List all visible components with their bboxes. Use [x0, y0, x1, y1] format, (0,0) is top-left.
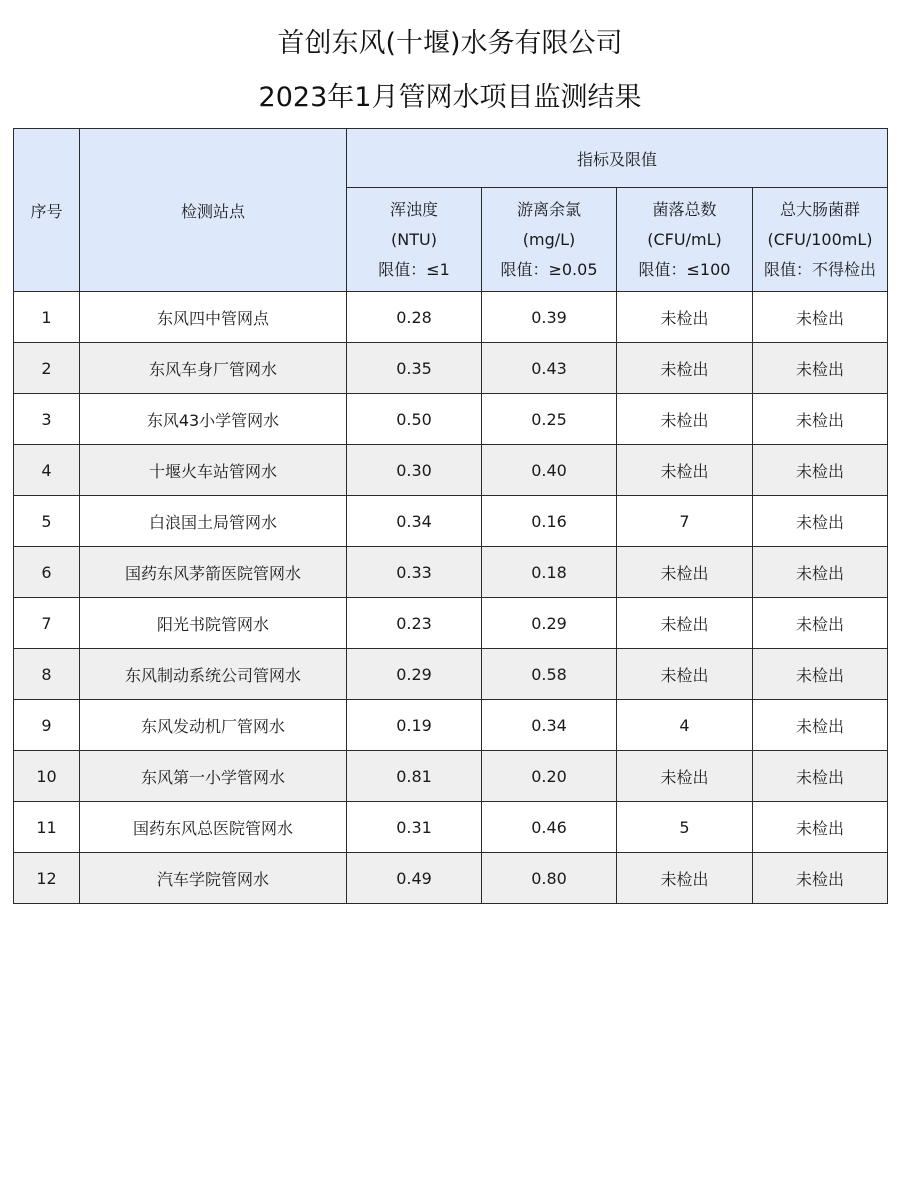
header-turbidity — [347, 188, 482, 292]
cell-coliform: 未检出 — [753, 292, 888, 343]
header-colony-unit: (CFU/mL) — [647, 229, 722, 249]
table-row — [14, 853, 888, 904]
cell-chlorine: 0.46 — [482, 802, 617, 853]
header-chlorine — [482, 188, 617, 292]
cell-colony: 未检出 — [617, 394, 753, 445]
table-row — [14, 496, 888, 547]
table-row — [14, 445, 888, 496]
table-row — [14, 598, 888, 649]
cell-index: 12 — [14, 853, 80, 904]
cell-station: 阳光书院管网水 — [80, 598, 347, 649]
cell-chlorine: 0.20 — [482, 751, 617, 802]
cell-turbidity: 0.31 — [347, 802, 482, 853]
cell-index: 1 — [14, 292, 80, 343]
cell-coliform: 未检出 — [753, 802, 888, 853]
table-row — [14, 343, 888, 394]
cell-turbidity: 0.49 — [347, 853, 482, 904]
cell-turbidity: 0.35 — [347, 343, 482, 394]
cell-chlorine: 0.25 — [482, 394, 617, 445]
cell-coliform: 未检出 — [753, 649, 888, 700]
header-colony — [617, 188, 753, 292]
cell-index: 4 — [14, 445, 80, 496]
cell-turbidity: 0.33 — [347, 547, 482, 598]
cell-index: 10 — [14, 751, 80, 802]
cell-coliform: 未检出 — [753, 394, 888, 445]
cell-turbidity: 0.34 — [347, 496, 482, 547]
cell-colony: 5 — [617, 802, 753, 853]
header-chlorine-name: 游离余氯 — [516, 199, 581, 219]
header-coliform-name: 总大肠菌群 — [780, 199, 861, 219]
cell-chlorine: 0.40 — [482, 445, 617, 496]
cell-index: 7 — [14, 598, 80, 649]
cell-turbidity: 0.28 — [347, 292, 482, 343]
cell-coliform: 未检出 — [753, 343, 888, 394]
cell-coliform: 未检出 — [753, 751, 888, 802]
header-chlorine-unit: (mg/L) — [522, 229, 576, 249]
header-coliform — [753, 188, 888, 292]
cell-coliform: 未检出 — [753, 853, 888, 904]
header-colony-limit: 限值：≤100 — [638, 259, 731, 279]
cell-turbidity: 0.23 — [347, 598, 482, 649]
header-coliform-limit: 限值：不得检出 — [764, 259, 877, 279]
cell-coliform: 未检出 — [753, 598, 888, 649]
cell-chlorine: 0.58 — [482, 649, 617, 700]
header-station: 检测站点 — [80, 129, 347, 292]
cell-coliform: 未检出 — [753, 445, 888, 496]
page-subtitle: 2023年1月管网水项目监测结果 — [258, 82, 642, 113]
cell-index: 5 — [14, 496, 80, 547]
cell-turbidity: 0.29 — [347, 649, 482, 700]
cell-index: 9 — [14, 700, 80, 751]
cell-colony: 4 — [617, 700, 753, 751]
cell-index: 3 — [14, 394, 80, 445]
cell-colony: 未检出 — [617, 343, 753, 394]
cell-chlorine: 0.16 — [482, 496, 617, 547]
cell-chlorine: 0.39 — [482, 292, 617, 343]
table-row — [14, 547, 888, 598]
cell-station: 十堰火车站管网水 — [80, 445, 347, 496]
header-coliform-unit: (CFU/100mL) — [767, 229, 873, 249]
cell-station: 国药东风总医院管网水 — [80, 802, 347, 853]
cell-colony: 未检出 — [617, 292, 753, 343]
table-row — [14, 751, 888, 802]
header-indicator-group: 指标及限值 — [347, 129, 888, 188]
page-title: 首创东风(十堰)水务有限公司 — [277, 28, 623, 59]
header-index: 序号 — [14, 129, 80, 292]
cell-coliform: 未检出 — [753, 547, 888, 598]
cell-colony: 未检出 — [617, 445, 753, 496]
table-row — [14, 700, 888, 751]
cell-chlorine: 0.18 — [482, 547, 617, 598]
header-turbidity-limit: 限值：≤1 — [378, 259, 450, 279]
cell-station: 白浪国土局管网水 — [80, 496, 347, 547]
cell-chlorine: 0.43 — [482, 343, 617, 394]
cell-index: 6 — [14, 547, 80, 598]
cell-colony: 7 — [617, 496, 753, 547]
cell-coliform: 未检出 — [753, 496, 888, 547]
table-row — [14, 649, 888, 700]
cell-station: 国药东风茅箭医院管网水 — [80, 547, 347, 598]
cell-index: 2 — [14, 343, 80, 394]
cell-station: 东风43小学管网水 — [80, 394, 347, 445]
cell-index: 11 — [14, 802, 80, 853]
cell-turbidity: 0.30 — [347, 445, 482, 496]
cell-station: 东风四中管网点 — [80, 292, 347, 343]
table-row — [14, 394, 888, 445]
cell-station: 东风第一小学管网水 — [80, 751, 347, 802]
cell-turbidity: 0.81 — [347, 751, 482, 802]
cell-chlorine: 0.34 — [482, 700, 617, 751]
cell-turbidity: 0.50 — [347, 394, 482, 445]
cell-colony: 未检出 — [617, 547, 753, 598]
cell-index: 8 — [14, 649, 80, 700]
results-table — [13, 128, 888, 904]
cell-colony: 未检出 — [617, 853, 753, 904]
cell-chlorine: 0.29 — [482, 598, 617, 649]
cell-coliform: 未检出 — [753, 700, 888, 751]
cell-colony: 未检出 — [617, 751, 753, 802]
table-row — [14, 292, 888, 343]
cell-station: 东风制动系统公司管网水 — [80, 649, 347, 700]
header-turbidity-unit: (NTU) — [391, 229, 437, 249]
cell-colony: 未检出 — [617, 649, 753, 700]
cell-station: 汽车学院管网水 — [80, 853, 347, 904]
cell-colony: 未检出 — [617, 598, 753, 649]
header-colony-name: 菌落总数 — [652, 199, 717, 219]
table-row — [14, 802, 888, 853]
header-chlorine-limit: 限值：≥0.05 — [500, 259, 598, 279]
cell-station: 东风车身厂管网水 — [80, 343, 347, 394]
cell-chlorine: 0.80 — [482, 853, 617, 904]
cell-turbidity: 0.19 — [347, 700, 482, 751]
cell-station: 东风发动机厂管网水 — [80, 700, 347, 751]
header-turbidity-name: 浑浊度 — [389, 199, 438, 219]
